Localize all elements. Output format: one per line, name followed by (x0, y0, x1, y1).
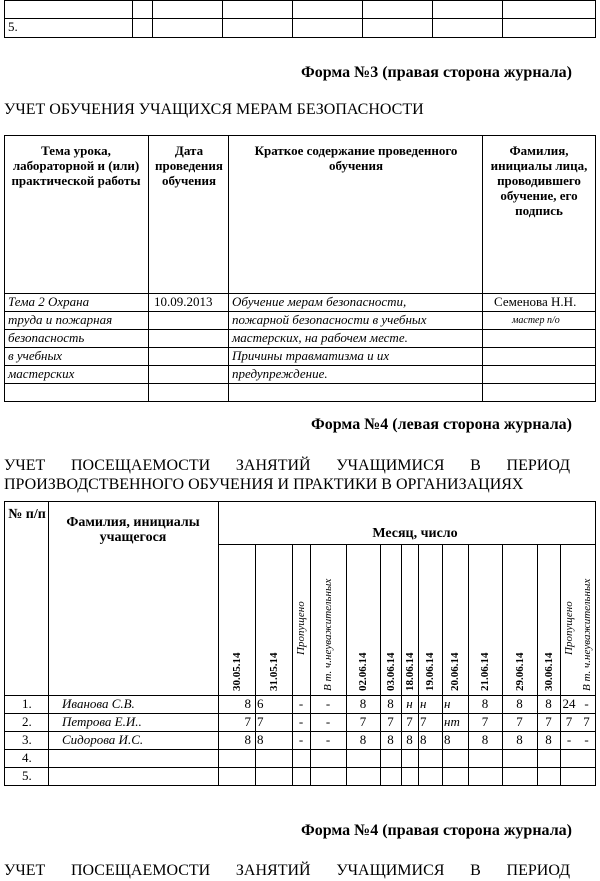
attendance-cell: 6 (257, 696, 264, 711)
attendance-cell: 8 (516, 732, 523, 747)
cell-content: пожарной безопасности в учебных (232, 312, 427, 327)
row-number: 1. (22, 696, 32, 711)
date-header: 03.06.14 (384, 652, 397, 691)
attendance-cell: 8 (387, 696, 394, 711)
row-number: 5. (8, 19, 18, 34)
attendance-cell: 8 (359, 696, 367, 711)
attendance-cell: - (298, 732, 304, 747)
header-num: № п/п (8, 507, 46, 522)
attendance-cell: 8 (257, 732, 264, 747)
attendance-cell: - (325, 732, 331, 747)
form4-left-title: Форма №4 (левая сторона журнала) (311, 416, 572, 433)
attendance-cell: 8 (481, 732, 489, 747)
date-header: 21.06.14 (479, 652, 491, 691)
attendance-cell: 7 (420, 714, 427, 729)
form3-section-title: УЧЕТ ОБУЧЕНИЯ УЧАЩИХСЯ МЕРАМ БЕЗОПАСНОСТИ (4, 101, 424, 118)
attendance-cell: 7 (565, 714, 573, 729)
header-content: Краткое содержание проведенного обучения (254, 143, 458, 173)
attendance-cell: 8 (387, 732, 394, 747)
cell-topic: в учебных (8, 348, 63, 363)
attendance-cell: 7 (257, 714, 264, 729)
attendance-cell: 7 (583, 714, 590, 729)
student-name: Петрова Е.И.. (62, 714, 142, 729)
attendance-cell: - (298, 696, 304, 711)
date-header: 31.05.14 (267, 652, 280, 691)
date-header: 29.06.14 (513, 652, 526, 691)
row-number: 4. (22, 750, 32, 765)
cell-date: 10.09.2013 (154, 294, 213, 309)
cell-content: мастерских, на рабочем месте. (232, 330, 408, 345)
header-student-name: Фамилия, инициалы учащегося (66, 515, 200, 545)
attendance-cell: 7 (387, 714, 394, 729)
attendance-cell: 8 (545, 732, 552, 747)
header-month: Месяц, число (372, 526, 458, 541)
unexcused-header: В т. ч.неуважительных (580, 578, 593, 691)
attendance-cell: н (444, 696, 451, 711)
attendance-cell: 24 (562, 696, 576, 711)
missed-header: Пропущено (295, 601, 307, 655)
cell-topic: труда и пожарная (8, 312, 113, 327)
date-header: 18.06.14 (403, 652, 416, 691)
cell-content: Причины травматизма и их (232, 348, 390, 363)
form3-title: Форма №3 (правая сторона журнала) (300, 64, 572, 81)
attendance-cell: - (325, 714, 331, 729)
form4-section-line2: ПРОИЗВОДСТВЕННОГО ОБУЧЕНИЯ И ПРАКТИКИ В ОРГАНИЗАЦИЯХ (4, 476, 524, 493)
header-date: Дата проведения обучения (155, 143, 223, 188)
unexcused-header: В т. ч.неуважительных (322, 578, 334, 691)
cell-content: предупреждение. (232, 366, 328, 381)
attendance-cell: 7 (244, 714, 251, 729)
attendance-cell: 7 (406, 714, 413, 729)
top-table-fragment (4, 0, 598, 40)
row-number: 5. (22, 768, 32, 783)
cell-topic: безопасность (8, 330, 85, 345)
student-name: Иванова С.В. (62, 696, 135, 711)
attendance-cell: н (406, 696, 413, 711)
attendance-cell: 7 (516, 714, 523, 729)
attendance-cell: нт (444, 714, 460, 729)
attendance-cell: 7 (545, 714, 552, 729)
form4-right-section-line1: УЧЕТ ПОСЕЩАЕМОСТИ ЗАНЯТИЙ УЧАЩИМИСЯ В ПЕРИОД (4, 862, 570, 879)
date-header: 20.06.14 (449, 652, 461, 691)
attendance-cell: 8 (244, 696, 251, 711)
attendance-cell: 8 (444, 732, 451, 747)
attendance-cell: - (566, 732, 572, 747)
attendance-cell: 8 (420, 732, 427, 747)
date-header: 19.06.14 (424, 652, 436, 691)
missed-header: Пропущено (563, 601, 575, 655)
row-number: 2. (22, 714, 32, 729)
attendance-cell: 8 (244, 732, 251, 747)
date-header: 30.06.14 (542, 652, 555, 691)
form4-right-title: Форма №4 (правая сторона журнала) (300, 822, 572, 839)
attendance-cell: 8 (359, 732, 367, 747)
attendance-cell: - (325, 696, 331, 711)
cell-content: Обучение мерам безопасности, (232, 294, 407, 309)
form4-section-line1: УЧЕТ ПОСЕЩАЕМОСТИ ЗАНЯТИЙ УЧАЩИМИСЯ В ПЕРИОД (4, 457, 570, 474)
attendance-cell: - (584, 732, 589, 747)
cell-name: мастер п/о (512, 315, 560, 326)
header-name: Фамилия, инициалы лица, проводившего обучение, его подпись (490, 143, 588, 218)
attendance-cell: 8 (481, 696, 489, 711)
attendance-table (4, 501, 598, 801)
attendance-cell: - (298, 714, 304, 729)
attendance-cell: 7 (481, 714, 489, 729)
cell-name: Семенова Н.Н. (494, 294, 577, 309)
attendance-cell: - (584, 696, 589, 711)
cell-topic: мастерских (8, 366, 75, 381)
cell-topic: Тема 2 Охрана (8, 294, 90, 309)
row-number: 3. (22, 732, 32, 747)
attendance-cell: н (420, 696, 427, 711)
student-name: Сидорова И.С. (62, 732, 144, 747)
attendance-cell: 8 (545, 696, 552, 711)
form3-table (4, 135, 598, 405)
attendance-cell: 8 (406, 732, 413, 747)
attendance-cell: 7 (359, 714, 367, 729)
attendance-cell: 8 (516, 696, 523, 711)
header-topic: Тема урока, лабораторной и (или) практической работы (11, 143, 141, 188)
date-header: 30.05.14 (230, 652, 243, 691)
date-header: 02.06.14 (357, 652, 369, 691)
